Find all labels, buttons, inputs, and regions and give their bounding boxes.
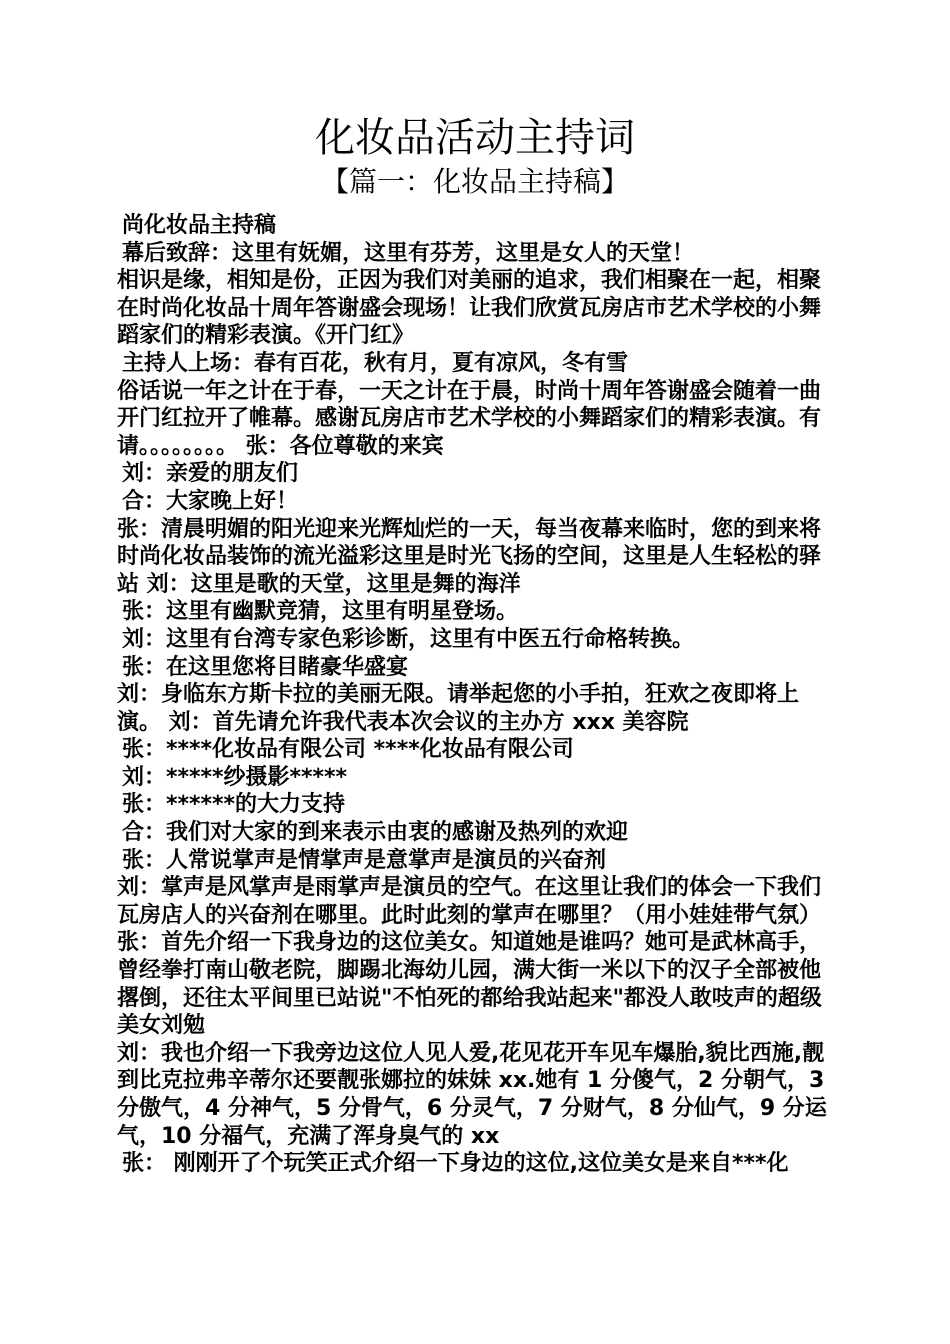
paragraph: 尚化妆品主持稿 bbox=[122, 213, 277, 238]
paragraph: 张：清晨明媚的阳光迎来光辉灿烂的一天，每当夜幕来临时，您的到来将时尚化妆品装饰的流光溢彩这里是时光飞扬的空间，这里是人生轻松的驿站 刘：这里是歌的天堂，这里是舞的海洋 bbox=[117, 516, 822, 597]
paragraph: 俗话说一年之计在于春，一天之计在于晨，时尚十周年答谢盛会随着一曲开门红拉开了帷幕。感谢瓦房店市艺术学校的小舞蹈家们的精彩表演。有请。。。。。。。。 张：各位尊敬的来宾 bbox=[117, 378, 822, 459]
paragraph: 张：这里有幽默竞猜，这里有明星登场。 bbox=[122, 599, 519, 625]
document-body bbox=[117, 212, 839, 1178]
paragraph: 刘：这里有台湾专家色彩诊断，这里有中医五行命格转换。 bbox=[122, 626, 695, 652]
paragraph: 张： 刚刚开了个玩笑正式介绍一下身边的这位,这位美女是来自***化 bbox=[122, 1151, 789, 1177]
document-title: 化妆品活动主持词 bbox=[315, 115, 635, 161]
document-subtitle: 【篇一：化妆品主持稿】 bbox=[320, 165, 629, 198]
paragraph: 张：******的大力支持 bbox=[122, 792, 346, 818]
paragraph: 合：我们对大家的到来表示由衷的感谢及热列的欢迎 bbox=[122, 820, 629, 846]
paragraph: 刘：*****纱摄影***** bbox=[122, 764, 348, 790]
paragraph: 刘：身临东方斯卡拉的美丽无限。请举起您的小手拍，狂欢之夜即将上演。 刘：首先请允许我代表本次会议的主办方 xxx 美容院 bbox=[117, 682, 800, 735]
paragraph: 刘：掌声是风掌声是雨掌声是演员的空气。在这里让我们的体会一下我们瓦房店人的兴奋剂在哪里。此时此刻的掌声在哪里？（用小娃娃带气氛） bbox=[117, 875, 822, 928]
paragraph: 张：人常说掌声是情掌声是意掌声是演员的兴奋剂 bbox=[122, 847, 607, 873]
paragraph: 主持人上场：春有百花，秋有月，夏有凉风，冬有雪 bbox=[122, 350, 629, 376]
paragraph: 张：****化妆品有限公司 ****化妆品有限公司 bbox=[122, 737, 574, 763]
paragraph: 刘：亲爱的朋友们 bbox=[122, 461, 299, 487]
paragraph: 相识是缘，相知是份，正因为我们对美丽的追求，我们相聚在一起，相聚在时尚化妆品十周年答谢盛会现场！让我们欣赏瓦房店市艺术学校的小舞蹈家们的精彩表演。《开门红》 bbox=[117, 268, 822, 349]
paragraph: 幕后致辞：这里有妩媚，这里有芬芳，这里是女人的天堂！ bbox=[122, 240, 695, 266]
paragraph: 刘：我也介绍一下我旁边这位人见人爱,花见花开车见车爆胎,貌比西施,靓到比克拉弗辛蒂尔还要靓张娜拉的妹妹 xx.她有 1 分傻气，2 分朝气，3 分傲气，4 分神气，5 分骨气，6 分灵气，7 分财气，8 分仙气，9 分运气，10 分福气，充满了浑身臭气的 xx bbox=[117, 1040, 827, 1149]
paragraph: 合：大家晚上好！ bbox=[122, 488, 299, 514]
paragraph: 张：在这里您将目睹豪华盛宴 bbox=[122, 654, 409, 680]
paragraph: 张：首先介绍一下我身边的这位美女。知道她是谁吗？她可是武林高手，曾经拳打南山敬老院，脚踢北海幼儿园，满大街一米以下的汉子全部被他撂倒，还往太平间里已站说"不怕死的都给我站起来"都没人敢吱声的超级美女刘勉 bbox=[117, 930, 822, 1039]
